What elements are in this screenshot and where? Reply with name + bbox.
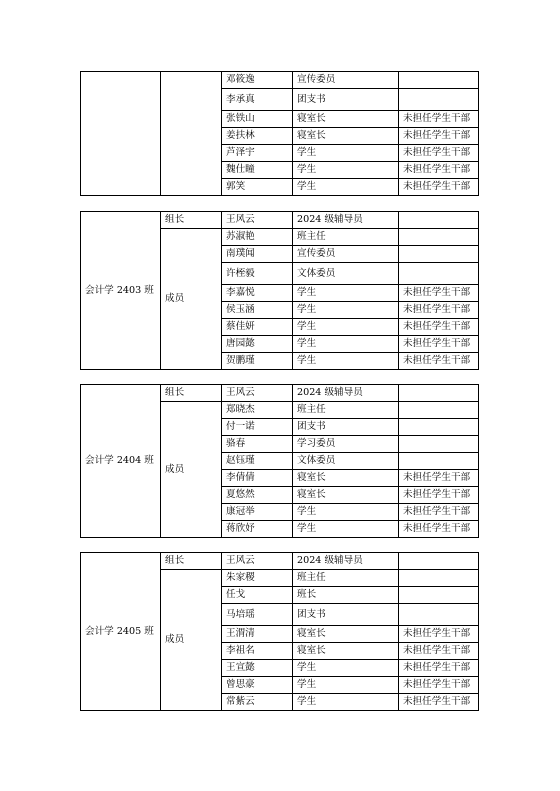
member-position: 学生 — [293, 660, 399, 677]
member-name: 夏悠然 — [222, 487, 293, 504]
member-position: 学生 — [293, 319, 399, 336]
member-name: 贺鹏瑾 — [222, 353, 293, 370]
member-name: 骆春 — [222, 436, 293, 453]
member-position: 团支书 — [293, 89, 399, 111]
member-position: 班长 — [293, 587, 399, 604]
member-status — [399, 72, 479, 89]
role-cell — [161, 72, 222, 196]
member-position: 学生 — [293, 677, 399, 694]
member-name: 唐园懿 — [222, 336, 293, 353]
member-name: 李祖名 — [222, 643, 293, 660]
member-status: 未担任学生干部 — [399, 677, 479, 694]
leader-name: 王风云 — [222, 212, 293, 229]
member-position: 团支书 — [293, 419, 399, 436]
member-status — [399, 436, 479, 453]
member-position: 学生 — [293, 694, 399, 711]
member-position: 班主任 — [293, 402, 399, 419]
member-status — [399, 570, 479, 587]
member-position: 宣传委员 — [293, 246, 399, 263]
leader-position: 2024 级辅导员 — [293, 385, 399, 402]
member-position: 学生 — [293, 145, 399, 162]
class-name-cell: 会计学 2403 班 — [81, 212, 161, 370]
member-name: 王渭清 — [222, 626, 293, 643]
member-position: 寝室长 — [293, 111, 399, 128]
member-status — [399, 419, 479, 436]
member-name: 邓筱逸 — [222, 72, 293, 89]
member-status — [399, 229, 479, 246]
member-status: 未担任学生干部 — [399, 111, 479, 128]
roster-table-2403 — [80, 211, 479, 370]
member-status: 未担任学生干部 — [399, 660, 479, 677]
member-label: 成员 — [161, 570, 222, 711]
member-position: 学习委员 — [293, 436, 399, 453]
member-position: 寝室长 — [293, 626, 399, 643]
member-name: 李倩倩 — [222, 470, 293, 487]
member-status — [399, 246, 479, 263]
member-status — [399, 263, 479, 285]
member-status: 未担任学生干部 — [399, 302, 479, 319]
member-status: 未担任学生干部 — [399, 162, 479, 179]
class-name-cell: 会计学 2404 班 — [81, 385, 161, 538]
member-position: 寝室长 — [293, 643, 399, 660]
leader-status — [399, 212, 479, 229]
member-position: 文体委员 — [293, 263, 399, 285]
member-status — [399, 453, 479, 470]
member-status: 未担任学生干部 — [399, 643, 479, 660]
member-position: 班主任 — [293, 229, 399, 246]
member-name: 侯玉涵 — [222, 302, 293, 319]
member-position: 寝室长 — [293, 470, 399, 487]
member-position: 团支书 — [293, 604, 399, 626]
class-name-cell: 会计学 2405 班 — [81, 553, 161, 711]
member-name: 蔡佳妍 — [222, 319, 293, 336]
leader-label: 组长 — [161, 212, 222, 229]
member-status: 未担任学生干部 — [399, 626, 479, 643]
member-status — [399, 402, 479, 419]
member-name: 王宣懿 — [222, 660, 293, 677]
member-name: 赵钰瑾 — [222, 453, 293, 470]
member-position: 学生 — [293, 521, 399, 538]
member-name: 郑晓杰 — [222, 402, 293, 419]
member-label: 成员 — [161, 402, 222, 538]
member-position: 学生 — [293, 179, 399, 196]
member-status: 未担任学生干部 — [399, 470, 479, 487]
member-status: 未担任学生干部 — [399, 179, 479, 196]
roster-table-2404 — [80, 384, 479, 538]
member-name: 李承真 — [222, 89, 293, 111]
member-position: 文体委员 — [293, 453, 399, 470]
member-name: 许桎毅 — [222, 263, 293, 285]
member-name: 蒋欣妤 — [222, 521, 293, 538]
member-name: 魏仕瞳 — [222, 162, 293, 179]
member-status — [399, 587, 479, 604]
member-name: 郭笑 — [222, 179, 293, 196]
member-status — [399, 89, 479, 111]
member-name: 任戈 — [222, 587, 293, 604]
class-cell — [81, 72, 161, 196]
member-status — [399, 604, 479, 626]
roster-table-continued — [80, 71, 479, 196]
member-position: 寝室长 — [293, 487, 399, 504]
member-name: 南璞闻 — [222, 246, 293, 263]
leader-status — [399, 553, 479, 570]
member-position: 班主任 — [293, 570, 399, 587]
member-position: 学生 — [293, 285, 399, 302]
member-position: 学生 — [293, 162, 399, 179]
roster-table-2405 — [80, 552, 479, 711]
member-status: 未担任学生干部 — [399, 504, 479, 521]
leader-label: 组长 — [161, 553, 222, 570]
member-name: 姜扶林 — [222, 128, 293, 145]
member-name: 苏淑艳 — [222, 229, 293, 246]
member-status: 未担任学生干部 — [399, 128, 479, 145]
member-status: 未担任学生干部 — [399, 319, 479, 336]
member-name: 芦泽宇 — [222, 145, 293, 162]
leader-name: 王风云 — [222, 385, 293, 402]
member-position: 寝室长 — [293, 128, 399, 145]
member-status: 未担任学生干部 — [399, 353, 479, 370]
member-status: 未担任学生干部 — [399, 145, 479, 162]
leader-position: 2024 级辅导员 — [293, 553, 399, 570]
member-status: 未担任学生干部 — [399, 336, 479, 353]
member-name: 付一诺 — [222, 419, 293, 436]
member-name: 马培瑶 — [222, 604, 293, 626]
member-name: 曾思豪 — [222, 677, 293, 694]
member-name: 康冠举 — [222, 504, 293, 521]
leader-name: 王风云 — [222, 553, 293, 570]
member-position: 学生 — [293, 504, 399, 521]
member-name: 李嘉悦 — [222, 285, 293, 302]
member-position: 学生 — [293, 302, 399, 319]
member-name: 常紫云 — [222, 694, 293, 711]
member-label: 成员 — [161, 229, 222, 370]
leader-position: 2024 级辅导员 — [293, 212, 399, 229]
member-position: 宣传委员 — [293, 72, 399, 89]
member-status: 未担任学生干部 — [399, 694, 479, 711]
member-status: 未担任学生干部 — [399, 285, 479, 302]
member-name: 朱家稷 — [222, 570, 293, 587]
leader-label: 组长 — [161, 385, 222, 402]
member-name: 张铁山 — [222, 111, 293, 128]
member-position: 学生 — [293, 353, 399, 370]
member-position: 学生 — [293, 336, 399, 353]
leader-status — [399, 385, 479, 402]
member-status: 未担任学生干部 — [399, 487, 479, 504]
member-status: 未担任学生干部 — [399, 521, 479, 538]
